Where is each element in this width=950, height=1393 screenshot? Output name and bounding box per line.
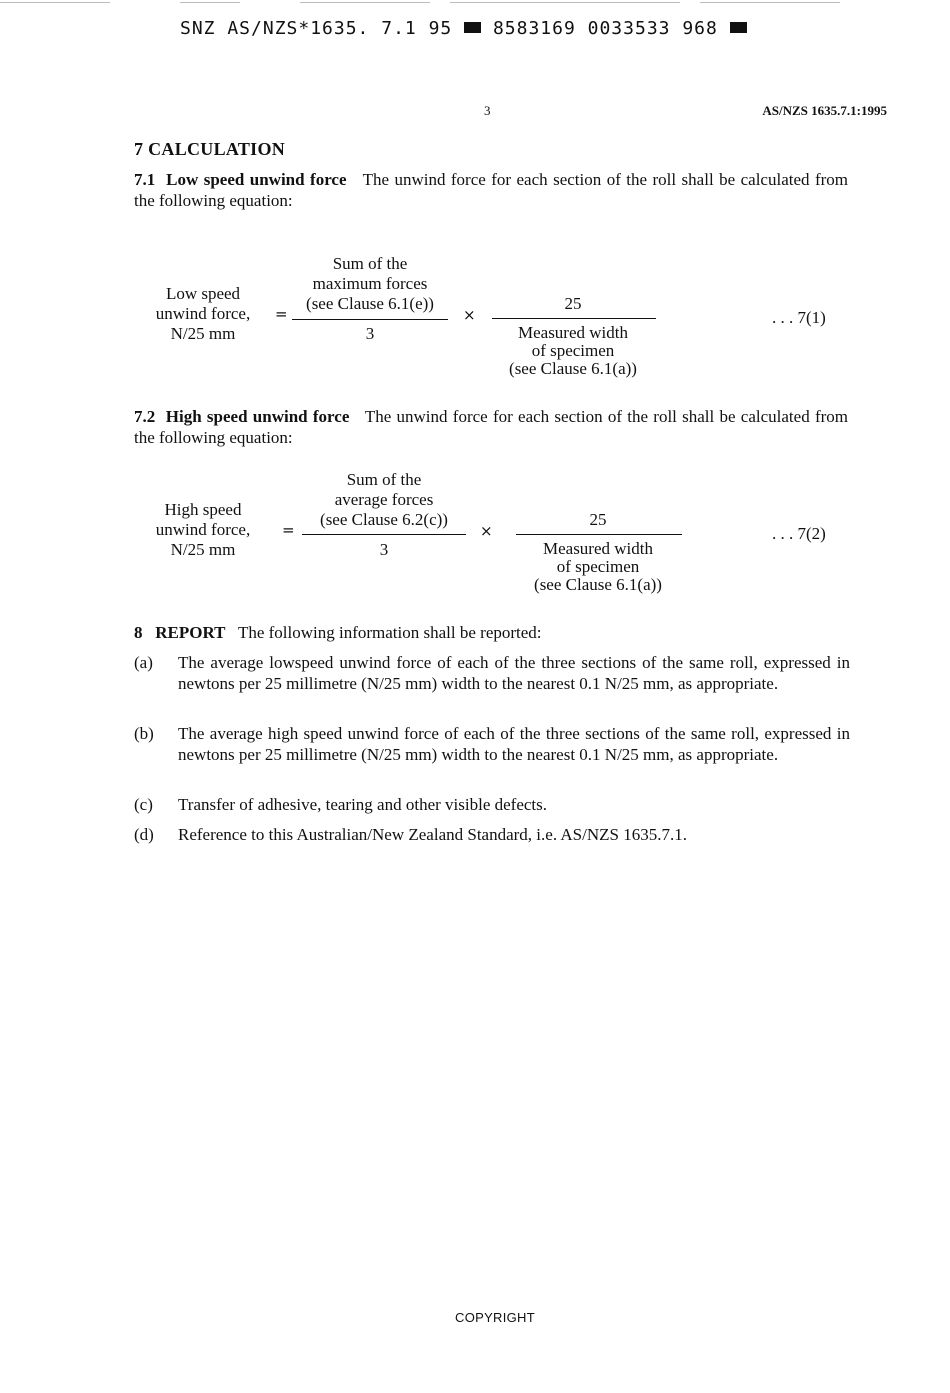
report-item-label: (d) — [134, 825, 154, 844]
report-item-text: The average high speed unwind force of each of the three sections of the same roll, expressed in newtons per 25 millimetre (N/25 mm) width to the nearest 0.1 N/25 mm, as appropriate. — [178, 724, 850, 764]
eq2-lhs-line: High speed — [164, 500, 242, 519]
scan-line — [0, 2, 110, 3]
clause-7-2-paragraph — [134, 406, 848, 448]
eq1-numerator-1 — [290, 254, 450, 314]
eq1-num1-line: maximum forces — [312, 274, 428, 293]
scan-line — [700, 2, 840, 3]
eq1-lhs-line: Low speed — [165, 284, 241, 303]
clause-7-1-number: 7.1 — [134, 170, 156, 189]
eq2-equals-sign: = — [282, 521, 295, 539]
report-item-label: (b) — [134, 724, 154, 743]
eq2-num1-line: (see Clause 6.2(c)) — [320, 510, 448, 529]
report-item-label: (a) — [134, 653, 153, 672]
eq2-fraction-bar-2 — [516, 534, 682, 535]
section-8-title: REPORT — [155, 623, 226, 642]
section-8-number: 8 — [134, 623, 143, 642]
eq1-lhs-line: N/25 mm — [170, 324, 236, 343]
report-item-text: Reference to this Australian/New Zealand Standard, i.e. AS/NZS 1635.7.1. — [178, 825, 687, 844]
clause-7-2-title: High speed unwind force — [165, 407, 350, 426]
clause-7-1-title: Low speed unwind force — [166, 170, 347, 189]
eq2-lhs — [136, 500, 270, 560]
scan-line — [450, 2, 680, 3]
report-item-text: The average lowspeed unwind force of each of the three sections of the same roll, expressed in newtons per 25 millimetre (N/25 mm) width to the nearest 0.1 N/25 mm, as appropriate. — [178, 653, 850, 693]
black-block-mark — [464, 22, 481, 33]
eq2-denominator-1: 3 — [379, 540, 389, 559]
section-8-heading-line — [134, 622, 848, 643]
eq1-den2-line: Measured width — [517, 323, 628, 342]
eq2-lhs-line: N/25 mm — [170, 540, 236, 559]
eq2-num1-line: average forces — [334, 490, 434, 509]
standard-identifier: AS/NZS 1635.7.1:1995 — [762, 103, 887, 118]
copyright-footer: COPYRIGHT — [455, 1310, 535, 1325]
eq2-fraction-bar-1 — [302, 534, 466, 535]
eq1-fraction-bar-1 — [292, 319, 448, 320]
barcode-text-1: SNZ AS/NZS*1635. 7.1 95 — [180, 18, 453, 39]
eq2-den2-line: (see Clause 6.1(a)) — [534, 575, 662, 594]
clause-7-2-number: 7.2 — [134, 407, 156, 426]
eq1-numerator-2: 25 — [564, 294, 582, 313]
eq1-fraction-bar-2 — [492, 318, 656, 319]
eq1-denominator-1: 3 — [365, 324, 375, 343]
eq2-den2-line: Measured width — [542, 539, 653, 558]
eq1-den2-line: (see Clause 6.1(a)) — [509, 359, 637, 378]
report-item-text: Transfer of adhesive, tearing and other visible defects. — [178, 795, 548, 814]
eq1-lhs-line: unwind force, — [155, 304, 251, 323]
eq2-den2-line: of specimen — [556, 557, 640, 576]
eq2-times-sign: × — [480, 522, 493, 540]
eq2-numerator-2: 25 — [589, 510, 607, 529]
clause-7-2-text: The unwind force for each section of the roll shall be calculated from the following equation: — [134, 407, 849, 447]
section-7-heading: 7 CALCULATION — [134, 139, 286, 159]
eq1-equals-sign: = — [275, 305, 288, 323]
eq1-times-sign: × — [463, 306, 476, 324]
black-block-mark — [730, 22, 747, 33]
document-barcode-line — [180, 18, 747, 39]
eq2-denominator-2 — [514, 540, 682, 594]
eq2-reference: . . . 7(2) — [772, 524, 826, 543]
eq2-lhs-line: unwind force, — [155, 520, 251, 539]
eq1-lhs — [136, 284, 270, 344]
section-8-intro: The following information shall be reported: — [237, 623, 542, 642]
report-item-label: (c) — [134, 795, 153, 814]
barcode-text-2: 8583169 0033533 968 — [492, 18, 718, 39]
eq2-num1-line: Sum of the — [346, 470, 422, 489]
eq1-den2-line: of specimen — [531, 341, 615, 360]
scan-line — [300, 2, 430, 3]
scan-line — [180, 2, 240, 3]
clause-7-1-paragraph — [134, 169, 848, 211]
clause-7-1-text: The unwind force for each section of the roll shall be calculated from the following equation: — [134, 170, 848, 210]
eq1-num1-line: Sum of the — [332, 254, 408, 273]
eq1-reference: . . . 7(1) — [772, 308, 826, 327]
eq1-denominator-2 — [490, 324, 656, 378]
eq1-num1-line: (see Clause 6.1(e)) — [306, 294, 434, 313]
eq2-numerator-1 — [302, 470, 466, 530]
page-number: 3 — [484, 103, 491, 118]
